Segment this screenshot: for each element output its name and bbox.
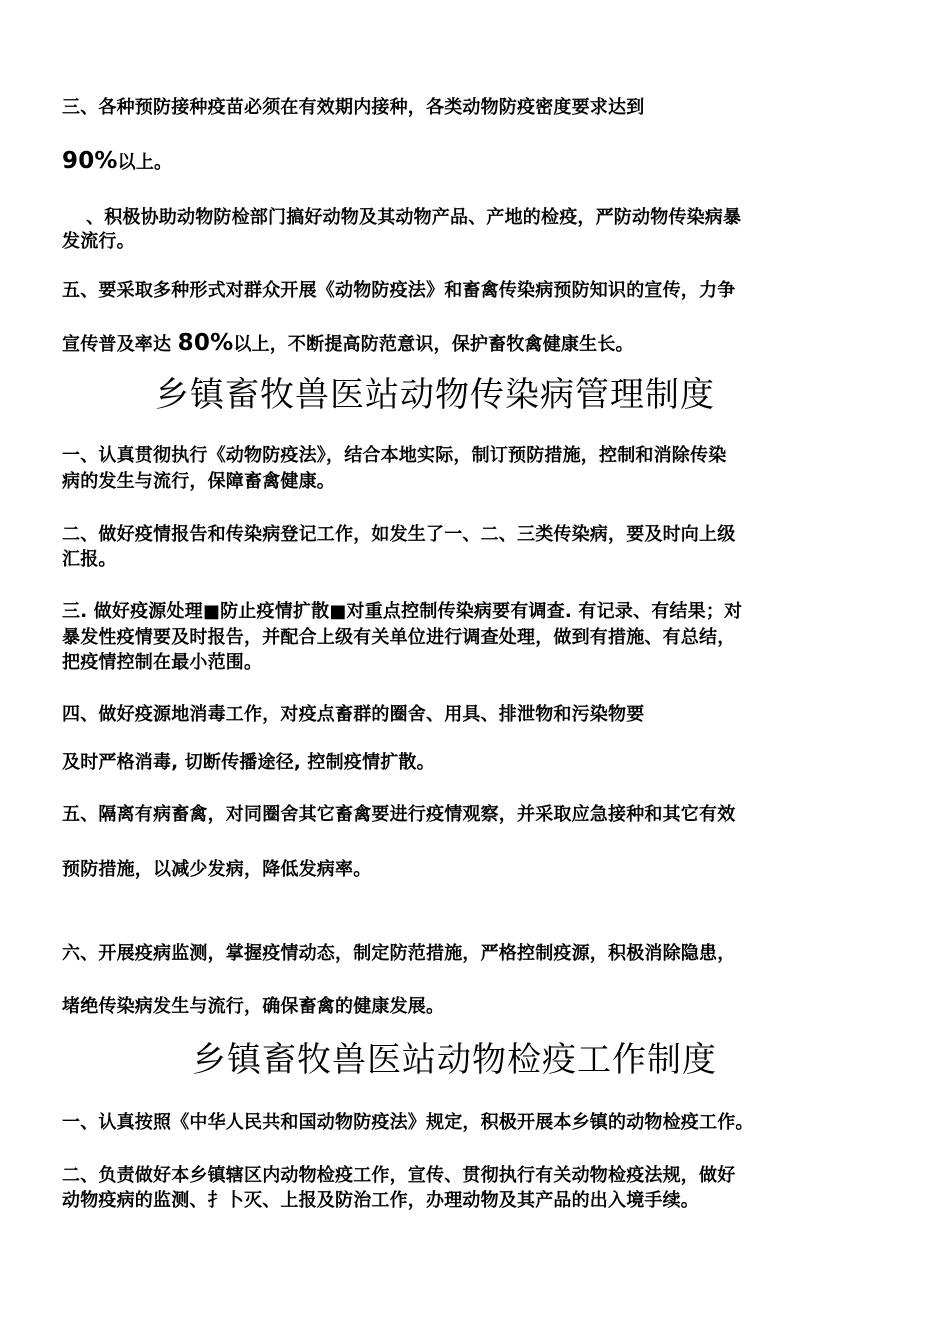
disease-item6-line2: 堵绝传染病发生与流行，确保畜禽的健康发展。	[62, 996, 445, 1017]
disease-item1-line2: 病的发生与流行，保障畜禽健康。	[62, 471, 335, 492]
prev-item5-line2-pre: 宣传普及率达	[62, 334, 178, 355]
quarantine-item1-line1: 一、认真按照《中华人民共和国动物防疫法》规定，积极开展本乡镇的动物检疫工作。	[62, 1112, 754, 1133]
prev-item3-line1: 三、各种预防接种疫苗必须在有效期内接种，各类动物防疫密度要求达到	[62, 97, 645, 118]
disease-item4-line1: 四、做好疫源地消毒工作，对疫点畜群的圈舍、用具、排泄物和污染物要	[62, 704, 645, 725]
disease-item2-line2: 汇报。	[62, 549, 117, 570]
prev-item3-line2-rest: 以上。	[117, 152, 173, 173]
prev-item3-line2	[62, 150, 172, 174]
prev-item4-line1: 、积极协助动物防检部门搞好动物及其动物产品、产地的检疫，严防动物传染病暴	[86, 207, 742, 228]
quarantine-item2-line2: 动物疫病的监测、扌卜灭、上报及防治工作，办理动物及其产品的出入境手续。	[62, 1190, 699, 1211]
quarantine-item2-line1: 二、负责做好本乡镇辖区内动物检疫工作，宣传、贯彻执行有关动物检疫法规，做好	[62, 1165, 736, 1186]
disease-item3-line1: 三. 做好疫源处理■防止疫情扩散■对重点控制传染病要有调查. 有记录、有结果；对	[62, 601, 743, 622]
prev-item5-line2	[62, 332, 634, 356]
quarantine-section-title: 乡镇畜牧兽医站动物检疫工作制度	[192, 1040, 717, 1080]
prev-item3-percent: 90%	[62, 148, 118, 174]
prev-item5-line1: 五、要采取多种形式对群众开展《动物防疫法》和畜禽传染病预防知识的宣传，力争	[62, 280, 736, 301]
prev-item5-line2-rest: 以上，不断提高防范意识，保护畜牧禽健康生长。	[233, 334, 634, 355]
disease-item5-line1: 五、隔离有病畜禽，对同圈舍其它畜禽要进行疫情观察，并采取应急接种和其它有效	[62, 804, 736, 825]
disease-item3-line3: 把疫情控制在最小范围。	[62, 652, 263, 673]
disease-item6-line1: 六、开展疫病监测，掌握疫情动态，制定防范措施，严格控制疫源，积极消除隐患，	[62, 943, 736, 964]
disease-item5-line2: 预防措施，以减少发病，降低发病率。	[62, 859, 372, 880]
disease-item4-line2: 及时严格消毒, 切断传播途径, 控制疫情扩散。	[62, 752, 435, 773]
disease-item2-line1: 二、做好疫情报告和传染病登记工作，如发生了一、二、三类传染病，要及时向上级	[62, 524, 736, 545]
disease-item3-line2: 暴发性疫情要及时报告，并配合上级有关单位进行调查处理，做到有措施、有总结，	[62, 627, 736, 648]
disease-item1-line1: 一、认真贯彻执行《动物防疫法》，结合本地实际，制订预防措施，控制和消除传染	[62, 445, 727, 466]
prev-item4-line2: 发流行。	[62, 231, 135, 252]
prev-item5-percent: 80%	[177, 330, 234, 356]
disease-section-title: 乡镇畜牧兽医站动物传染病管理制度	[155, 375, 715, 415]
